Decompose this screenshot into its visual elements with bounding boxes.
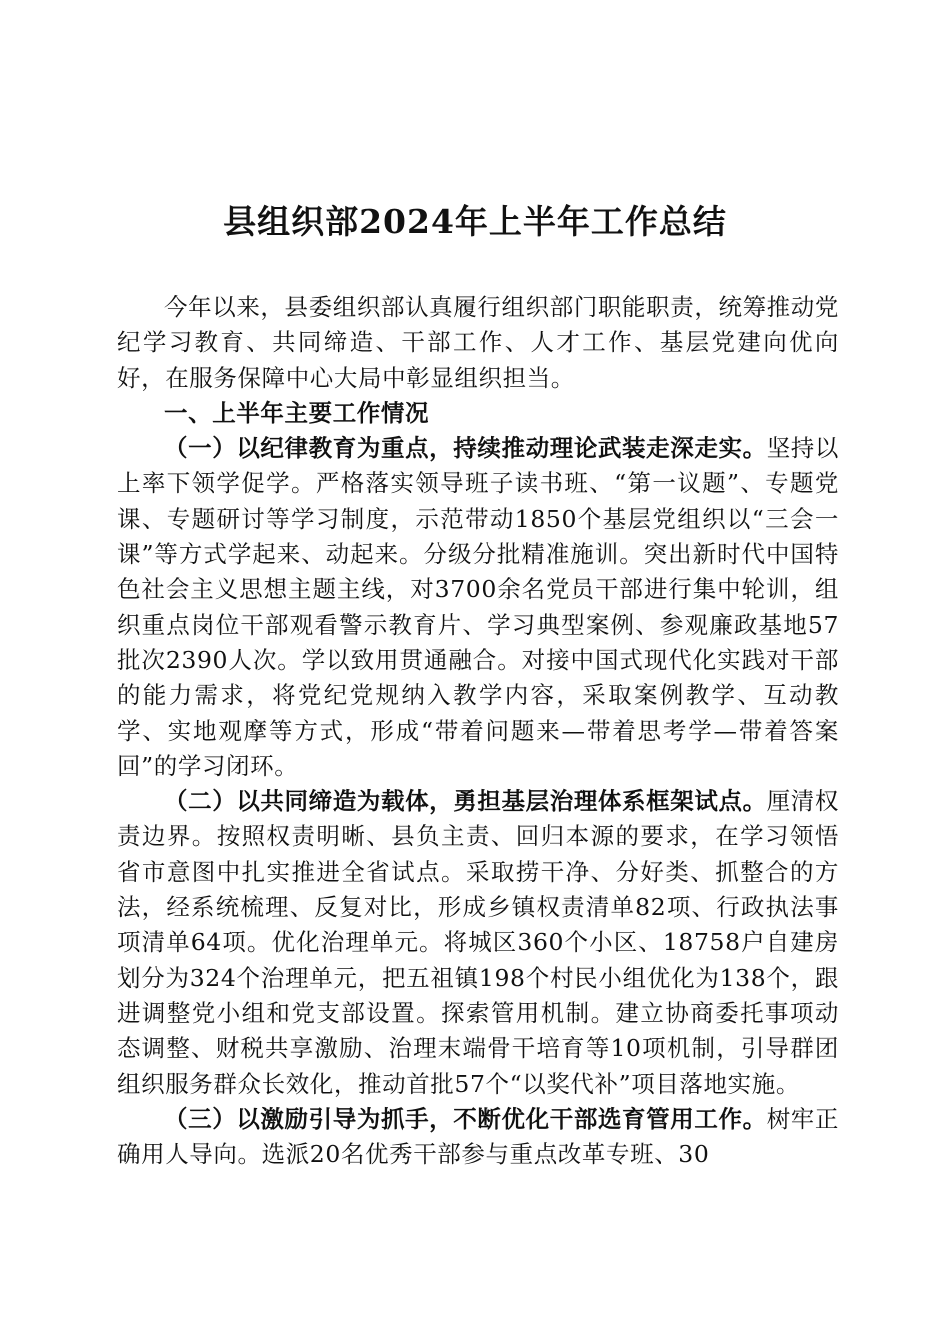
subheading-co-creation: （二）以共同缔造为载体，勇担基层治理体系框架试点。 xyxy=(164,787,767,816)
intro-paragraph: 今年以来，县委组织部认真履行组织部门职能职责，统筹推动党纪学习教育、共同缔造、干部工作、人才工作、基层党建向优向好，在服务保障中心大局中彰显组织担当。 xyxy=(117,293,839,392)
text-co-creation: 厘清权责边界。按照权责明晰、县负主责、回归本源的要求，在学习领悟省市意图中扎实推进全省试点。采取捞干净、分好类、抓整合的方法，经系统梳理、反复对比，形成乡镇权责清单82项、行政执法事项清单64项。优化治理单元。将城区360个小区、18758户自建房划分为324个治理单元，把五祖镇198个村民小组优化为138个，跟进调整党小组和党支部设置。探索管用机制。建立协商委托事项动态调整、财税共享激励、治理末端骨干培育等10项机制，引导群团组织服务群众长效化，推动首批57个“以奖代补”项目落地实施。 xyxy=(117,787,840,1098)
section-heading-main-work: 一、上半年主要工作情况 xyxy=(164,398,430,427)
paragraph-discipline-education xyxy=(117,431,839,784)
subheading-cadre-work: （三）以激励引导为抓手，不断优化干部选育管用工作。 xyxy=(164,1104,767,1133)
subheading-discipline-education: （一）以纪律教育为重点，持续推动理论武装走深走实。 xyxy=(164,434,767,463)
document-body xyxy=(117,290,839,1172)
paragraph-co-creation xyxy=(117,784,839,1102)
document-title: 县组织部2024年上半年工作总结 xyxy=(223,202,727,241)
text-discipline-education: 坚持以上率下领学促学。严格落实领导班子读书班、“第一议题”、专题党课、专题研讨等学习制度，示范带动1850个基层党组织以“三会一课”等方式学起来、动起来。分级分批精准施训。突出新时代中国特色社会主义思想主题主线，对3700余名党员干部进行集中轮训，组织重点岗位干部观看警示教育片、学习典型案例、参观廉政基地57批次2390人次。学以致用贯通融合。对接中国式现代化实践对干部的能力需求，将党纪党规纳入教学内容，采取案例教学、互动教学、实地观摩等方式，形成“带着问题来—带着思考学—带着答案回”的学习闭环。 xyxy=(117,434,840,780)
text-cadre-work: 树牢正确用人导向。选派20名优秀干部参与重点改革专班、30 xyxy=(117,1104,840,1169)
paragraph-cadre-work xyxy=(117,1102,839,1173)
